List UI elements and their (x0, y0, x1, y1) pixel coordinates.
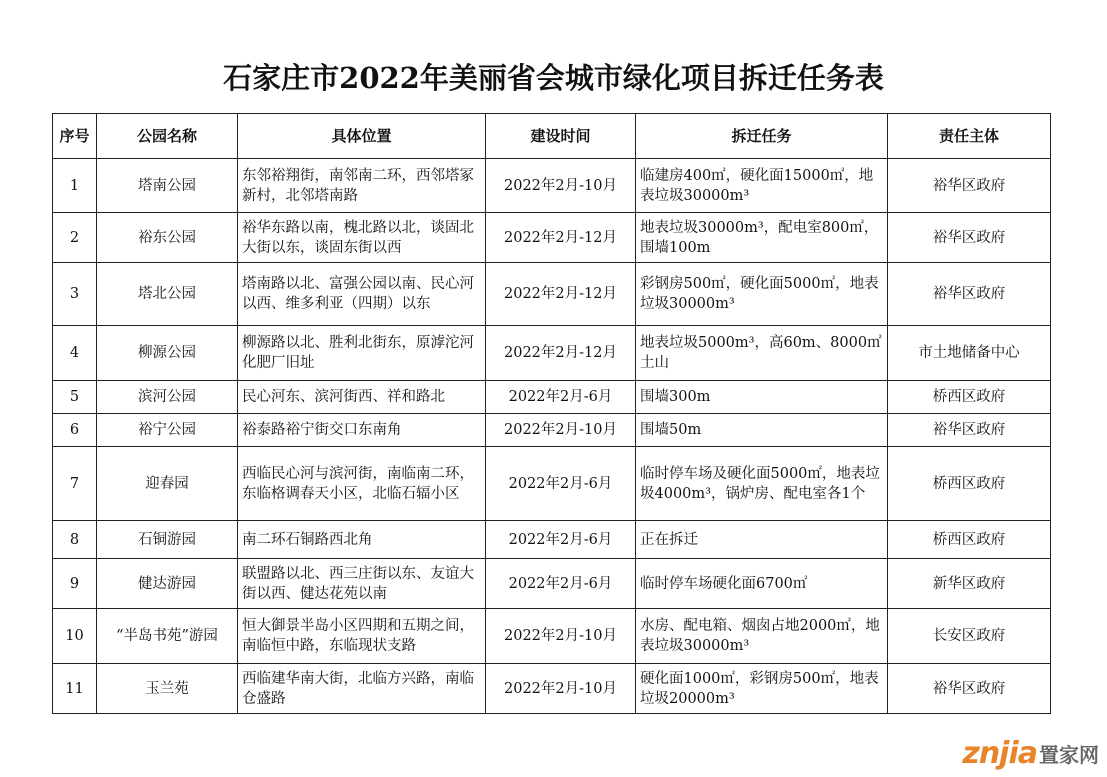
header-owner: 责任主体 (888, 114, 1051, 159)
table-row (53, 521, 1051, 559)
cell-owner: 新华区政府 (888, 559, 1051, 609)
header-task: 拆迁任务 (636, 114, 888, 159)
cell-no: 3 (53, 263, 97, 326)
table-row (53, 447, 1051, 521)
table-row (53, 609, 1051, 664)
table-row (53, 159, 1051, 213)
cell-no: 9 (53, 559, 97, 609)
cell-location: 东邻裕翔街，南邻南二环，西邻塔冢新村，北邻塔南路 (238, 159, 486, 213)
cell-park-name: 迎春园 (97, 447, 238, 521)
cell-park-name: “半岛书苑”游园 (97, 609, 238, 664)
cell-owner: 裕华区政府 (888, 213, 1051, 263)
cell-location: 西临建华南大街，北临方兴路，南临仓盛路 (238, 664, 486, 714)
header-build-time: 建设时间 (486, 114, 636, 159)
cell-park-name: 玉兰苑 (97, 664, 238, 714)
cell-owner: 裕华区政府 (888, 414, 1051, 447)
cell-location: 柳源路以北、胜利北街东，原滹沱河化肥厂旧址 (238, 326, 486, 381)
cell-task: 地表垃圾5000m³，高60m、8000㎡土山 (636, 326, 888, 381)
cell-location: 恒大御景半岛小区四期和五期之间，南临恒中路，东临现状支路 (238, 609, 486, 664)
cell-location: 南二环石铜路西北角 (238, 521, 486, 559)
cell-owner: 裕华区政府 (888, 664, 1051, 714)
cell-owner: 长安区政府 (888, 609, 1051, 664)
cell-build-time: 2022年2月-12月 (486, 326, 636, 381)
cell-no: 4 (53, 326, 97, 381)
cell-task: 硬化面1000㎡，彩钢房500㎡，地表垃圾20000m³ (636, 664, 888, 714)
cell-build-time: 2022年2月-10月 (486, 609, 636, 664)
cell-park-name: 塔南公园 (97, 159, 238, 213)
cell-no: 6 (53, 414, 97, 447)
cell-no: 2 (53, 213, 97, 263)
cell-task: 水房、配电箱、烟囱占地2000㎡，地表垃圾30000m³ (636, 609, 888, 664)
table-row (53, 213, 1051, 263)
table-row (53, 326, 1051, 381)
table-row (53, 559, 1051, 609)
cell-build-time: 2022年2月-6月 (486, 559, 636, 609)
cell-build-time: 2022年2月-10月 (486, 414, 636, 447)
cell-park-name: 塔北公园 (97, 263, 238, 326)
header-location: 具体位置 (238, 114, 486, 159)
cell-no: 8 (53, 521, 97, 559)
cell-park-name: 健达游园 (97, 559, 238, 609)
cell-park-name: 柳源公园 (97, 326, 238, 381)
cell-park-name: 裕东公园 (97, 213, 238, 263)
table-row (53, 263, 1051, 326)
watermark-text: 置家网 (1039, 742, 1099, 767)
cell-owner: 桥西区政府 (888, 521, 1051, 559)
table-row (53, 664, 1051, 714)
relocation-task-table (52, 113, 1051, 714)
cell-location: 裕泰路裕宁街交口东南角 (238, 414, 486, 447)
header-no: 序号 (53, 114, 97, 159)
cell-location: 塔南路以北、富强公园以南、民心河以西、维多利亚（四期）以东 (238, 263, 486, 326)
page-title: 石家庄市2022年美丽省会城市绿化项目拆迁任务表 (223, 61, 884, 95)
cell-build-time: 2022年2月-12月 (486, 263, 636, 326)
cell-no: 11 (53, 664, 97, 714)
cell-park-name: 石铜游园 (97, 521, 238, 559)
cell-task: 临时停车场硬化面6700㎡ (636, 559, 888, 609)
cell-task: 临时停车场及硬化面5000㎡，地表垃圾4000m³，锅炉房、配电室各1个 (636, 447, 888, 521)
header-park-name: 公园名称 (97, 114, 238, 159)
cell-location: 西临民心河与滨河街，南临南二环，东临格调春天小区，北临石辐小区 (238, 447, 486, 521)
cell-task: 彩钢房500㎡，硬化面5000㎡，地表垃圾30000m³ (636, 263, 888, 326)
cell-no: 1 (53, 159, 97, 213)
cell-location: 民心河东、滨河街西、祥和路北 (238, 381, 486, 414)
cell-owner: 市土地储备中心 (888, 326, 1051, 381)
cell-owner: 桥西区政府 (888, 447, 1051, 521)
cell-build-time: 2022年2月-6月 (486, 381, 636, 414)
cell-task: 正在拆迁 (636, 521, 888, 559)
watermark (962, 735, 1099, 771)
cell-park-name: 裕宁公园 (97, 414, 238, 447)
cell-no: 10 (53, 609, 97, 664)
table-header-row (53, 114, 1051, 159)
cell-build-time: 2022年2月-6月 (486, 521, 636, 559)
cell-task: 临建房400㎡，硬化面15000㎡，地表垃圾30000m³ (636, 159, 888, 213)
cell-build-time: 2022年2月-10月 (486, 664, 636, 714)
cell-build-time: 2022年2月-10月 (486, 159, 636, 213)
cell-task: 围墙50m (636, 414, 888, 447)
cell-build-time: 2022年2月-6月 (486, 447, 636, 521)
cell-task: 地表垃圾30000m³，配电室800㎡，围墙100m (636, 213, 888, 263)
cell-no: 5 (53, 381, 97, 414)
cell-location: 联盟路以北、西三庄街以东、友谊大街以西、健达花苑以南 (238, 559, 486, 609)
cell-task: 围墙300m (636, 381, 888, 414)
table-row (53, 381, 1051, 414)
table-row (53, 414, 1051, 447)
cell-build-time: 2022年2月-12月 (486, 213, 636, 263)
cell-owner: 裕华区政府 (888, 263, 1051, 326)
cell-owner: 裕华区政府 (888, 159, 1051, 213)
cell-location: 裕华东路以南，槐北路以北，谈固北大街以东，谈固东街以西 (238, 213, 486, 263)
cell-no: 7 (53, 447, 97, 521)
cell-owner: 桥西区政府 (888, 381, 1051, 414)
cell-park-name: 滨河公园 (97, 381, 238, 414)
watermark-logo: znjia (962, 735, 1037, 771)
